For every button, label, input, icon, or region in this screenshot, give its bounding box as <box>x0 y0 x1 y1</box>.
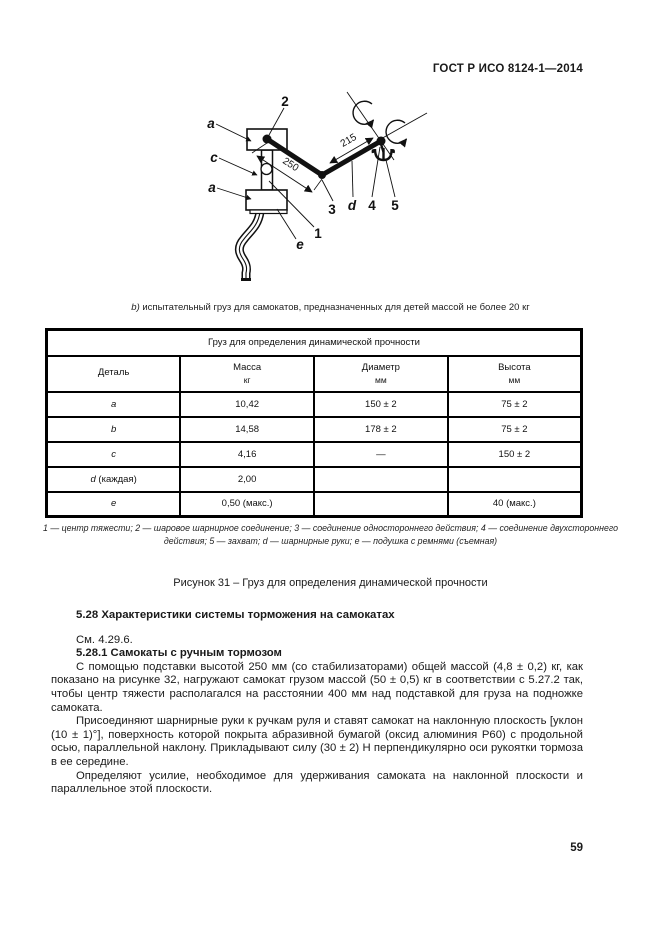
cell-mass: 0,50 (макс.) <box>180 492 314 517</box>
part-label-e: e <box>296 237 304 252</box>
figure-legend: 1 — центр тяжести; 2 — шаровое шарнирное соединение; 3 — соединение одностороннего действия; 4 — соединение двухстороннего действия; 5 — захват; d — шарнирные руки; e — подушка с ремнями (съемная) <box>43 523 618 546</box>
col-header-part: Деталь <box>47 356 181 392</box>
table-row <box>47 417 582 442</box>
part-label-c: c <box>210 150 218 165</box>
cell-part: d (каждая) <box>47 467 181 492</box>
table-title-row <box>47 330 582 356</box>
page-number: 59 <box>570 842 583 854</box>
part-label-a2: a <box>208 180 216 195</box>
body-paragraph: С помощью подставки высотой 250 мм (со стабилизаторами) общей массой (4,8 ± 0,2) кг, как показано на рисунке 32, нагружают самокат грузом массой (50 ± 0,5) кг в соответствии с 5.27.2 так, чтобы центр тяжести располагался на расстоянии 400 мм над подставкой для груза на подножке самоката. <box>51 660 583 714</box>
part-label-5: 5 <box>391 198 399 213</box>
part-label-4: 4 <box>368 198 376 213</box>
cell-diameter <box>314 467 448 492</box>
part-label-d: d <box>347 198 357 213</box>
standard-number-header: ГОСТ Р ИСО 8124-1—2014 <box>432 63 583 75</box>
subsection-heading: 5.28.1 Самокаты с ручным тормозом <box>76 647 282 660</box>
cell-height: 40 (макс.) <box>448 492 582 517</box>
table-row <box>47 442 582 467</box>
cell-height: 150 ± 2 <box>448 442 582 467</box>
cell-height: 75 ± 2 <box>448 417 582 442</box>
col-header-mass: Масса кг <box>180 356 314 392</box>
dimension-215-label: 215 <box>338 131 359 150</box>
part-label-2: 2 <box>281 94 289 109</box>
cell-mass: 2,00 <box>180 467 314 492</box>
dimension-250-label: 250 <box>280 155 301 175</box>
subcaption-prefix: b) <box>131 302 140 313</box>
body-paragraph: Присоединяют шарнирные руки к ручкам руля и ставят самокат на наклонную плоскость [уклон (10 ± 1)°], поверхность которой покрыта абразивной бумагой (оксид алюминия Р60) с продольной осью, параллельной наклону. Прикладывают силу (30 ± 2) Н перпендикулярно оси рукоятки тормоза в ее середине. <box>51 715 583 768</box>
cell-part: e <box>47 492 181 517</box>
load-table <box>45 328 583 518</box>
table-row <box>47 392 582 417</box>
table-header-row <box>47 356 582 392</box>
leader-lines <box>216 108 395 239</box>
cell-diameter: — <box>314 442 448 467</box>
figure-subcaption <box>0 302 661 313</box>
cell-part: c <box>47 442 181 467</box>
see-reference: См. 4.29.6. <box>76 633 133 646</box>
col-header-height: Высота мм <box>448 356 582 392</box>
strap-shape <box>239 212 260 280</box>
cell-mass: 14,58 <box>180 417 314 442</box>
section-heading: 5.28 Характеристики системы торможения на самокатах <box>76 609 395 621</box>
part-label-1: 1 <box>314 226 322 241</box>
part-label-a1: a <box>207 116 215 131</box>
one-way-joint <box>318 171 326 179</box>
cell-diameter <box>314 492 448 517</box>
section-content <box>51 609 583 797</box>
cell-part: b <box>47 417 181 442</box>
cell-height: 75 ± 2 <box>448 392 582 417</box>
ball-joint <box>263 135 272 144</box>
cell-part: a <box>47 392 181 417</box>
subcaption-text: испытательный груз для самокатов, предназначенных для детей массой не более 20 кг <box>139 302 530 313</box>
cell-diameter: 178 ± 2 <box>314 417 448 442</box>
part-label-3: 3 <box>328 202 336 217</box>
table-row <box>47 467 582 492</box>
cell-mass: 10,42 <box>180 392 314 417</box>
rotation-arrow-icon <box>353 101 373 124</box>
col-header-diameter: Диаметр мм <box>314 356 448 392</box>
arm-segment <box>322 141 381 175</box>
rotation-arrow-icon <box>386 120 406 143</box>
cell-mass: 4,16 <box>180 442 314 467</box>
cell-diameter: 150 ± 2 <box>314 392 448 417</box>
body-paragraph: Определяют усилие, необходимое для удерживания самоката на наклонной плоскости и параллельное этой плоскости. <box>51 769 583 796</box>
table-row <box>47 492 582 517</box>
figure-drawing <box>0 0 661 320</box>
table-title: Груз для определения динамической прочности <box>47 330 582 356</box>
cell-height <box>448 467 582 492</box>
figure-caption: Рисунок 31 – Груз для определения динамической прочности <box>173 577 488 589</box>
lower-block-lip <box>250 210 287 214</box>
